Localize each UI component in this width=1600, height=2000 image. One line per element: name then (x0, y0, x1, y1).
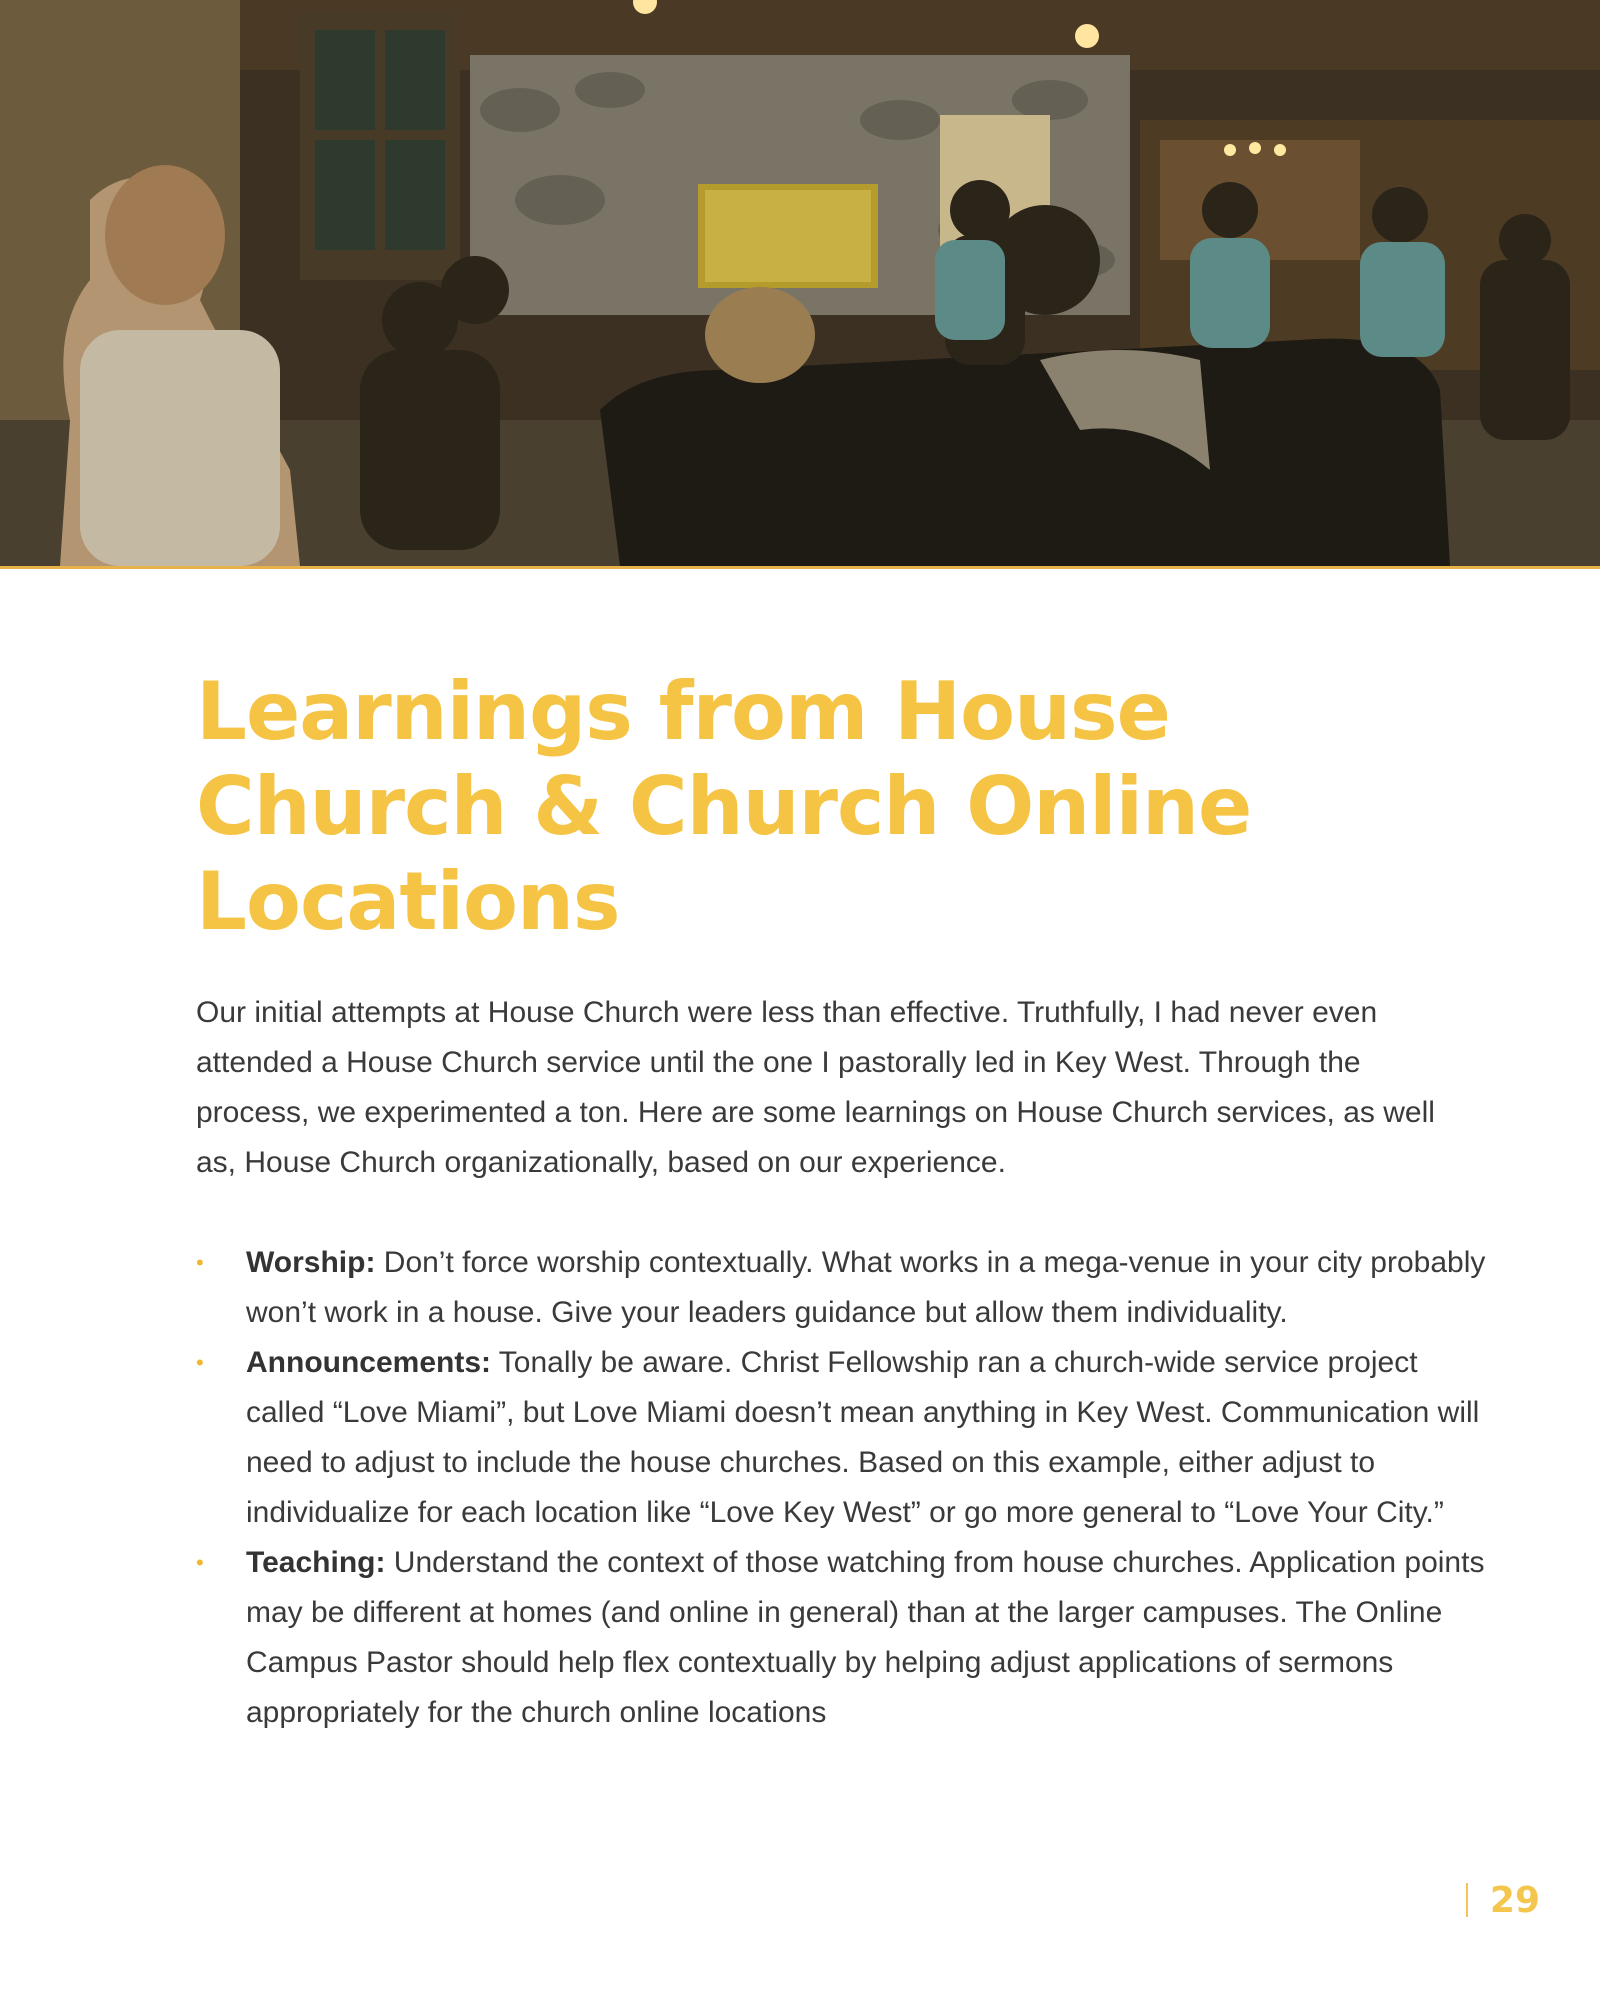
bullet-term: Worship: (246, 1246, 376, 1279)
bullet-text: Understand the context of those watching from house churches. Application points may be different at homes (and online in general) than at the larger campuses. The Online Campus Pastor should help flex contextually by helping adjust applications of sermons appropriately for the church online locations (246, 1546, 1485, 1729)
header-photo (0, 0, 1600, 566)
page-number: 29 (1489, 1879, 1540, 1921)
bullet-term: Teaching: (246, 1546, 386, 1579)
bullet-icon: • (196, 1250, 204, 1275)
page-number-divider (1466, 1883, 1468, 1917)
list-item (196, 1238, 1486, 1338)
bullet-icon: • (196, 1350, 204, 1375)
photo-divider (0, 566, 1600, 569)
bullet-term: Announcements: (246, 1346, 492, 1379)
bullet-text: Tonally be aware. Christ Fellowship ran a church-wide service project called “Love Miami”, but Love Miami doesn’t mean anything in Key West. Communication will need to adjust to include the house churches. Based on this example, either adjust to individualize for each location like “Love Key West” or go more general to “Love Your City.” (246, 1346, 1480, 1529)
intro-paragraph: Our initial attempts at House Church were less than effective. Truthfully, I had never even attended a House Church service until the one I pastorally led in Key West. Through the process, we experimented a ton. Here are some learnings on House Church services, as well as, House Church organizationally, based on our experience. (196, 996, 1435, 1179)
list-item (196, 1338, 1486, 1538)
bullet-icon: • (196, 1550, 204, 1575)
list-item (196, 1538, 1486, 1738)
learnings-list (196, 1238, 1486, 1738)
bullet-text: Don’t force worship contextually. What works in a mega-venue in your city probably won’t work in a house. Give your leaders guidance but allow them individuality. (246, 1246, 1486, 1329)
page-footer (1466, 1876, 1540, 1924)
page-title: Learnings from House Church & Church Online Locations (196, 665, 1252, 948)
